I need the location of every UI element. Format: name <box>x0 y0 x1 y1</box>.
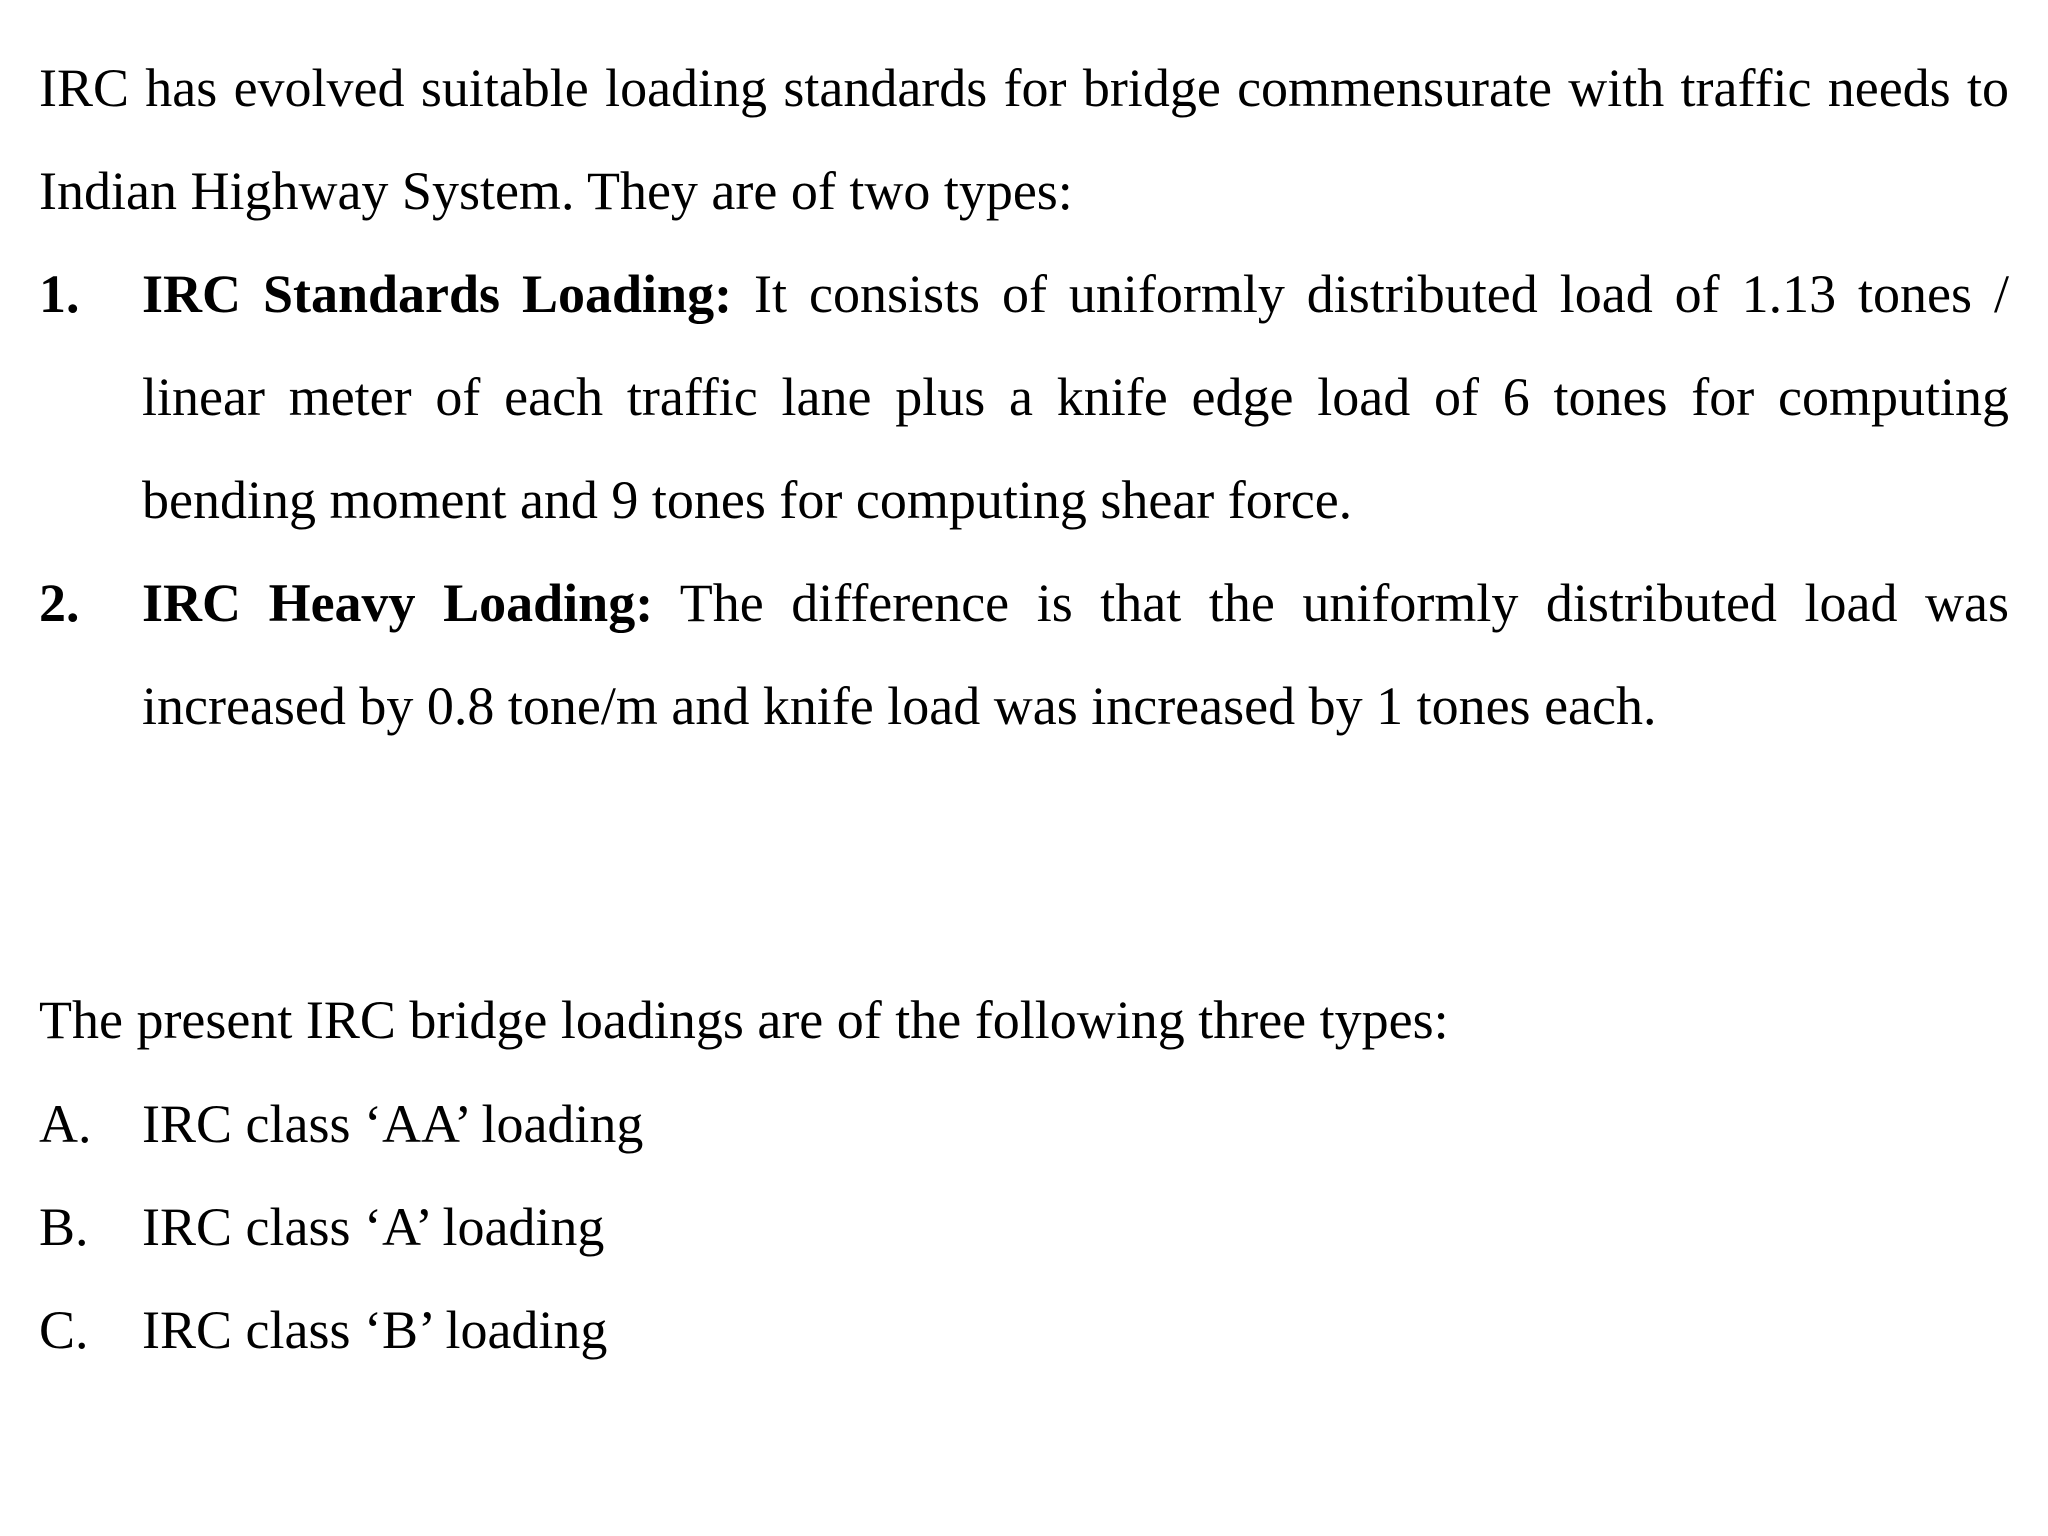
list-item-text: The difference is that the uniformly distributed load was increased by 0.8 tone/m and knife load was increased by 1 tones each. <box>142 573 2009 736</box>
list-item-body <box>142 243 2009 552</box>
list-letter-c: C. <box>39 1300 89 1360</box>
list-item-class-b: IRC class ‘B’ loading <box>142 1300 608 1360</box>
list-item-class-aa: IRC class ‘AA’ loading <box>142 1094 644 1154</box>
list-item-class-a: IRC class ‘A’ loading <box>142 1197 605 1257</box>
list-number: 2. <box>39 573 80 633</box>
list-item-text: It consists of uniformly distributed load of 1.13 tones / linear meter of each traffic lane plus a knife edge load of 6 tones for computing bending moment and 9 tones for computing shear force. <box>142 264 2009 530</box>
intro-paragraph: IRC has evolved suitable loading standards for bridge commensurate with traffic needs to Indian Highway System. They are of two types: <box>39 58 2009 221</box>
list-number: 1. <box>39 264 80 324</box>
list-letter-a: A. <box>39 1094 92 1154</box>
list-item-title: IRC Standards Loading: <box>142 264 733 324</box>
section2-paragraph: The present IRC bridge loadings are of the following three types: <box>39 990 1449 1050</box>
list-item-body <box>142 552 2009 758</box>
list-item-title: IRC Heavy Loading: <box>142 573 654 633</box>
list-letter-b: B. <box>39 1197 89 1257</box>
